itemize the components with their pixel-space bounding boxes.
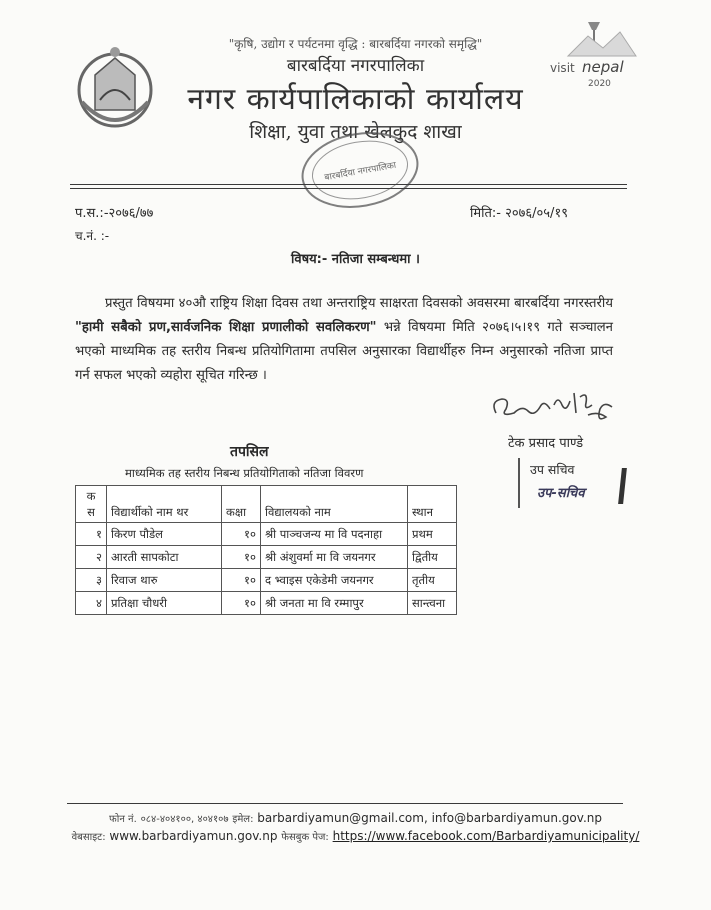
header-sn-top: क <box>86 489 96 503</box>
visit-logo-word1: visit <box>550 61 575 75</box>
cell-school-name: श्री जनता मा वि रम्मापुर <box>261 592 408 615</box>
annex-title: तपसिल <box>230 444 269 460</box>
table-row <box>76 523 457 546</box>
phone-label: फोन नं. <box>109 814 137 825</box>
handwritten-signature <box>488 383 618 431</box>
facebook-label: फेसबुक पेज: <box>281 832 329 843</box>
office-name: नगर कार्यपालिकाको कार्यालय <box>187 82 524 117</box>
section-name: शिक्षा, युवा तथा खेलकुद शाखा <box>249 121 462 143</box>
cell-class: १० <box>222 523 261 546</box>
cell-position: प्रथम <box>408 523 457 546</box>
website-label: वेबसाइट: <box>71 832 106 843</box>
header-rule <box>70 184 627 185</box>
email-addresses[interactable]: barbardiyamun@gmail.com, info@barbardiyamun.gov.np <box>257 811 602 825</box>
body-text-part2: भन्ने विषयमा मिति २०७६।५।१९ गते सञ्चालन भएको माध्यमिक तह स्तरीय निबन्ध प्रतियोगितामा तपसिल अनुसारका विद्यार्थीहरु निम्न अनुसारको नतिजा प्राप्त गर्न सफल भएको व्यहोरा सूचित गरिन्छ । <box>75 320 614 383</box>
header-class: कक्षा <box>222 486 261 523</box>
header-school-name: विद्यालयको नाम <box>261 486 408 523</box>
header-position: स्थान <box>408 486 457 523</box>
cell-class: १० <box>222 592 261 615</box>
footer-web-line <box>0 829 711 843</box>
cell-sn: ३ <box>76 569 107 592</box>
cell-sn: ४ <box>76 592 107 615</box>
cell-sn: २ <box>76 546 107 569</box>
body-text-part1: प्रस्तुत विषयमा ४०औ राष्ट्रिय शिक्षा दिवस तथा अन्तराष्ट्रिय साक्षरता दिवसको अवसरमा बारबर्दिया नगरस्तरीय <box>105 296 613 311</box>
body-text-campaign: "हामी सबैको प्रण,सार्वजनिक शिक्षा प्रणालीको सवलिकरण" <box>75 320 377 335</box>
reference-number: प.स.:-२०७६/७७ <box>75 206 154 221</box>
cell-sn: १ <box>76 523 107 546</box>
cell-position: द्वितीय <box>408 546 457 569</box>
municipality-name: बारबर्दिया नगरपालिका <box>286 56 425 76</box>
footer-contact-line <box>0 811 711 825</box>
visit-logo-year: 2020 <box>588 79 611 89</box>
facebook-link[interactable]: https://www.facebook.com/Barbardiyamunicipality/ <box>332 829 640 843</box>
footer-rule <box>67 803 623 804</box>
letter-date: मिति:- २०७६/०५/१९ <box>470 206 568 221</box>
email-label: इमेल: <box>232 814 254 825</box>
stamp-text: बारबर्दिया नगरपालिका <box>323 160 398 184</box>
table-header-row <box>76 486 457 523</box>
signatory-name: टेक प्रसाद पाण्डे <box>508 436 584 451</box>
body-paragraph <box>75 292 613 388</box>
cell-school-name: श्री अंशुवर्मा मा वि जयनगर <box>261 546 408 569</box>
header-student-name: विद्यार्थीको नाम थर <box>107 486 222 523</box>
cell-position: सान्त्वना <box>408 592 457 615</box>
cell-position: तृतीय <box>408 569 457 592</box>
cell-student-name: प्रतिक्षा चौधरी <box>107 592 222 615</box>
header-rule-2 <box>70 188 627 189</box>
table-row <box>76 546 457 569</box>
cell-class: १० <box>222 546 261 569</box>
signatory-title: उप सचिव <box>530 462 575 477</box>
subject-line: विषय:- नतिजा सम्बन्धमा । <box>291 252 420 267</box>
results-table <box>75 485 457 615</box>
table-row <box>76 569 457 592</box>
cell-student-name: किरण पौडेल <box>107 523 222 546</box>
visit-logo-word2: nepal <box>582 58 624 76</box>
office-stamp <box>293 125 428 215</box>
cell-school-name: श्री पाञ्चजन्य मा वि पदनाहा <box>261 523 408 546</box>
header-sn <box>76 486 107 523</box>
designation-stamp: उप-सचिव <box>537 486 585 501</box>
motto: "कृषि, उद्योग र पर्यटनमा वृद्धि : बारबर्दिया नगरको समृद्धि" <box>228 37 483 51</box>
cell-school-name: द भ्वाइस एकेडेमी जयनगर <box>261 569 408 592</box>
cell-class: १० <box>222 569 261 592</box>
table-row <box>76 592 457 615</box>
website-link[interactable]: www.barbardiyamun.gov.np <box>109 829 278 843</box>
dispatch-number: च.नं. :- <box>75 229 110 243</box>
cell-student-name: रिवाज थारु <box>107 569 222 592</box>
annex-subtitle: माध्यमिक तह स्तरीय निबन्ध प्रतियोगिताको नतिजा विवरण <box>125 466 364 480</box>
phone-numbers: ०८४-४०४१००, ४०४१०७ <box>140 814 229 825</box>
header-sn-bottom: स <box>87 505 95 519</box>
cell-student-name: आरती सापकोटा <box>107 546 222 569</box>
